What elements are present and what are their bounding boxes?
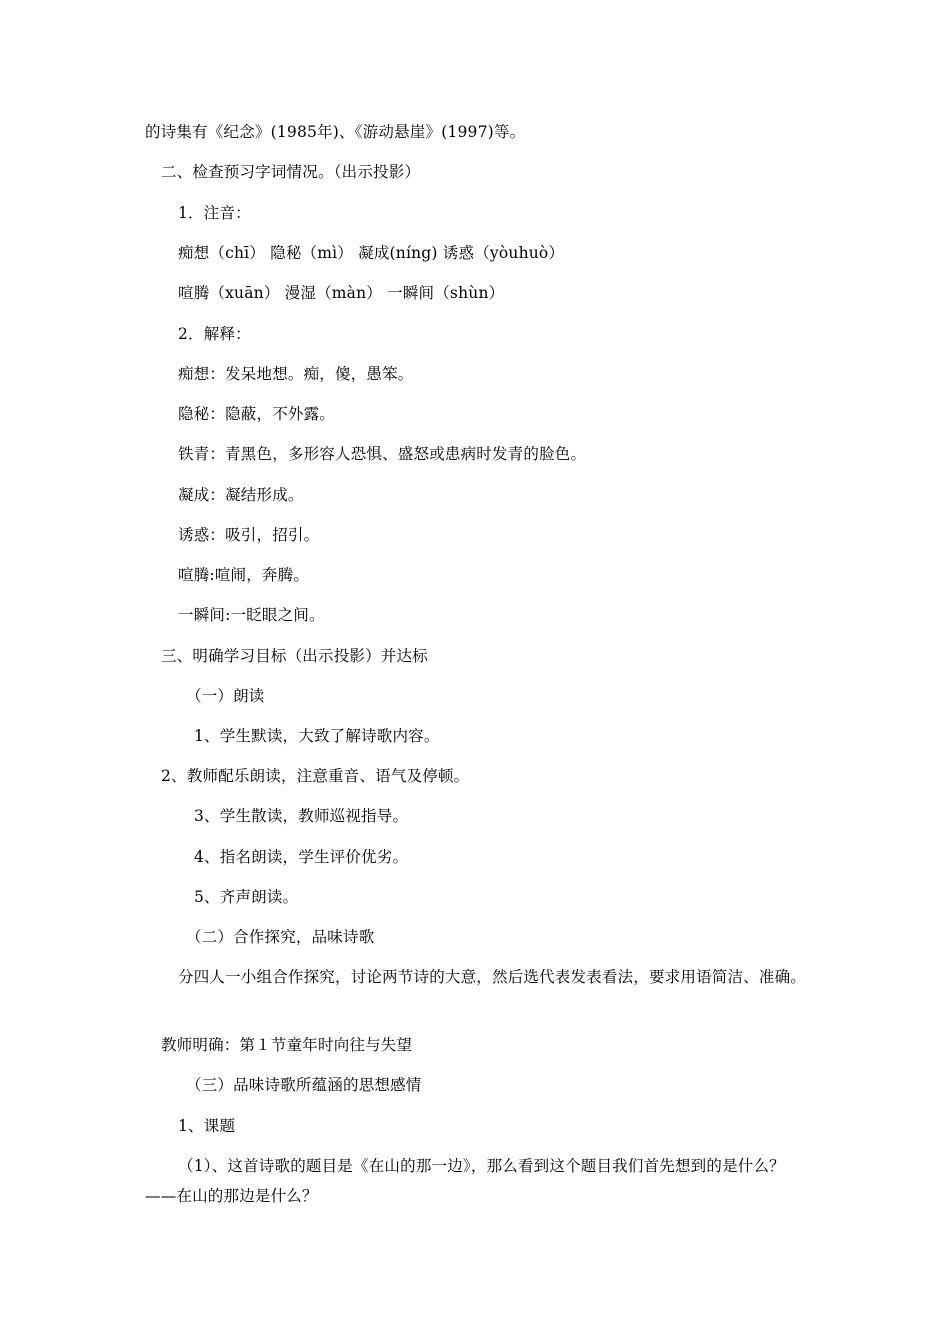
teacher-clarification: 教师明确：第１节童年时向往与失望: [161, 1036, 413, 1054]
reading-step-1: 1、学生默读，大致了解诗歌内容。: [194, 727, 440, 745]
subheading-cooperative-inquiry: （二）合作探究，品味诗歌: [186, 928, 375, 946]
subheading-pronunciation: 1．注音：: [178, 204, 251, 222]
reading-step-3: 3、学生散读，教师巡视指导。: [194, 807, 409, 825]
definition-tieqing: 铁青：青黑色，多形容人恐惧、盛怒或患病时发青的脸色。: [178, 445, 587, 463]
definition-xuanteng: 喧腾:喧闹，奔腾。: [178, 566, 310, 584]
definition-yinmi: 隐秘：隐蔽，不外露。: [178, 405, 336, 423]
subheading-explanation: 2．解释：: [178, 325, 251, 343]
section-heading-3: 三、明确学习目标（出示投影）并达标: [161, 647, 428, 665]
subheading-reading: （一）朗读: [186, 687, 265, 705]
definition-yishunjian: 一瞬间:一眨眼之间。: [178, 606, 325, 624]
item-title: 1、课题: [178, 1117, 236, 1135]
definition-youhuo: 诱惑：吸引，招引。: [178, 526, 320, 544]
paragraph-title-question: （1）、这首诗歌的题目是《在山的那一边》，那么看到这个题目我们首先想到的是什么？——在山的那边是什么？: [145, 1157, 785, 1205]
text-line-poetry-collections: 的诗集有《纪念》(1985年)、《游动悬崖》(1997)等。: [145, 123, 526, 141]
section-heading-2: 二、检查预习字词情况。（出示投影）: [161, 163, 421, 181]
definition-chixiang: 痴想：发呆地想。痴，傻，愚笨。: [178, 365, 414, 383]
reading-step-5: 5、齐声朗读。: [194, 888, 299, 906]
reading-step-4: 4、指名朗读，学生评价优劣。: [194, 848, 409, 866]
pronunciation-line-1: 痴想（chī） 隐秘（mì） 凝成(níng) 诱惑（yòuhuò）: [178, 244, 565, 262]
pronunciation-line-2: 喧腾（xuān） 漫湿（màn） 一瞬间（shùn）: [178, 284, 505, 302]
reading-step-2: 2、教师配乐朗读，注意重音、语气及停顿。: [161, 767, 470, 785]
paragraph-group-discussion: 分四人一小组合作探究，讨论两节诗的大意，然后选代表发表看法，要求用语简洁、准确。: [178, 968, 807, 986]
subheading-thoughts-feelings: （三）品味诗歌所蕴涵的思想感情: [186, 1076, 422, 1094]
definition-ningcheng: 凝成：凝结形成。: [178, 486, 304, 504]
